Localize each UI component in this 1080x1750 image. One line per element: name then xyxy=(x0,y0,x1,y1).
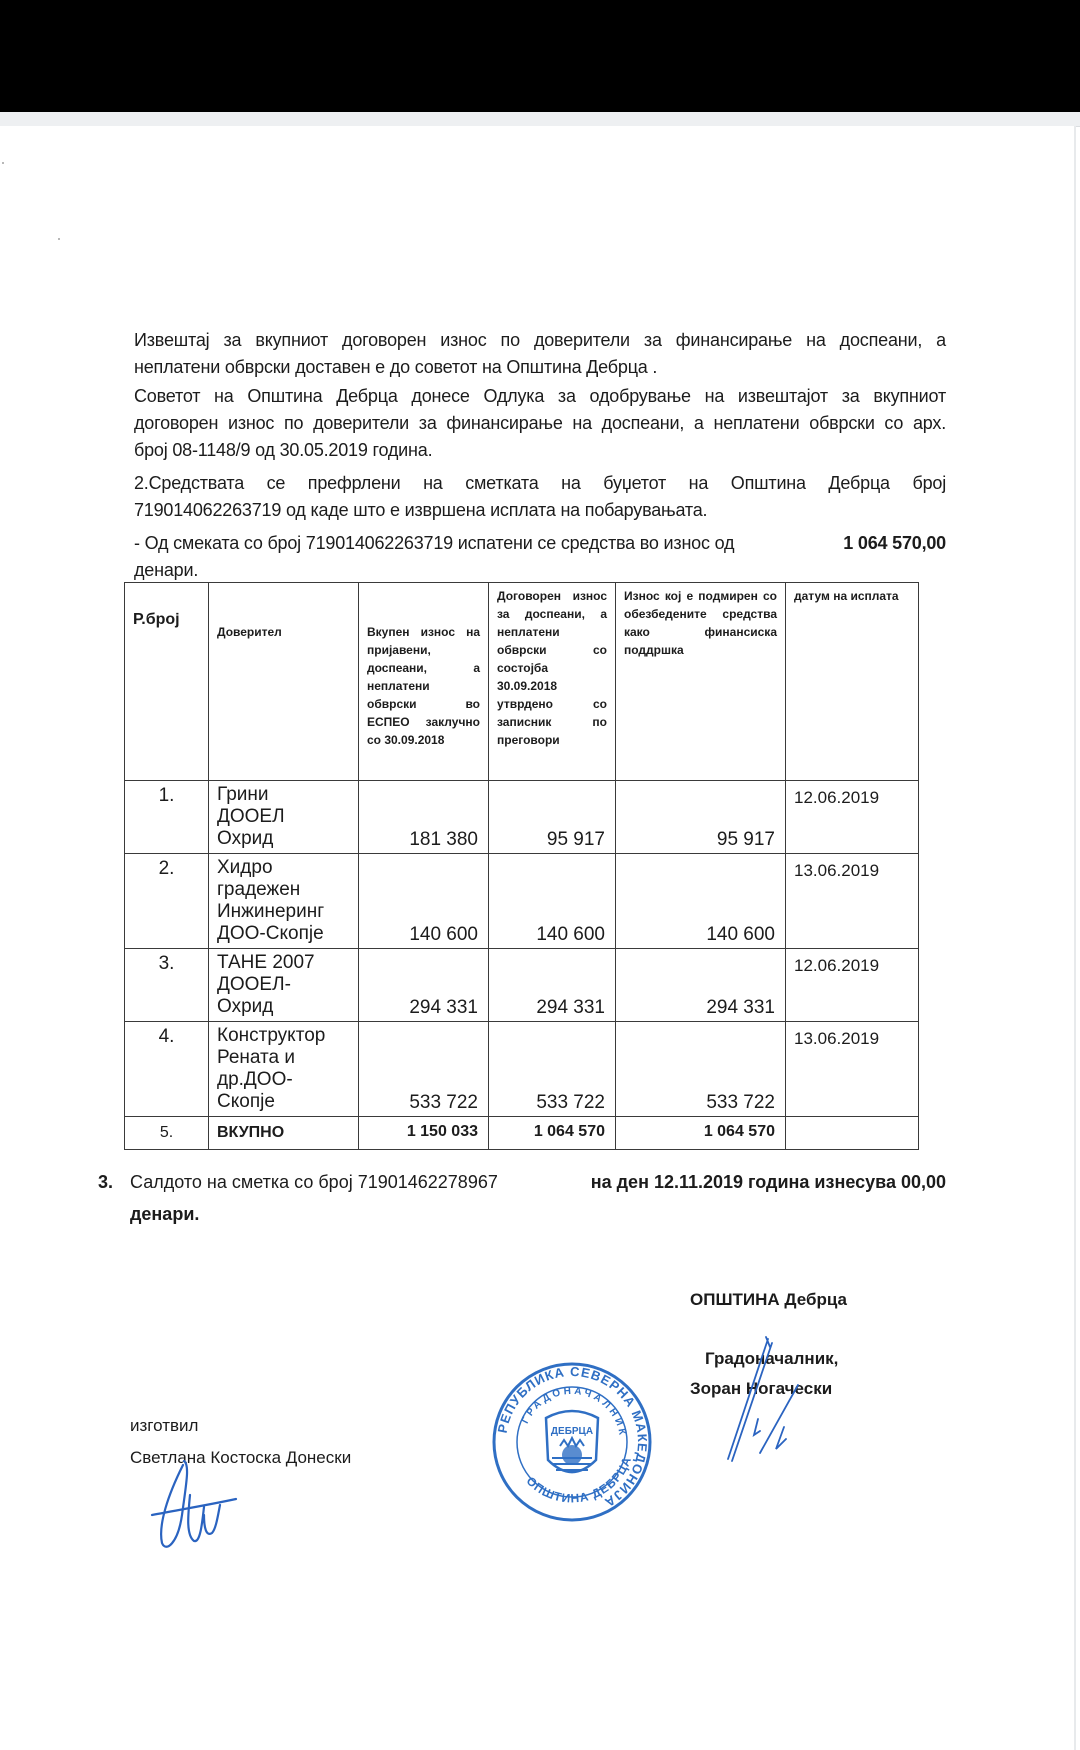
municipal-stamp-icon xyxy=(490,1360,654,1524)
prepared-label: изготвил xyxy=(130,1416,199,1435)
row-settled: 533 722 xyxy=(616,1022,786,1117)
point-3-number: 3. xyxy=(98,1172,114,1192)
stamp-bottom-text: ОПШТИНА ДЕБРЦА xyxy=(523,1454,635,1506)
row-agreed: 294 331 xyxy=(489,949,616,1022)
payment-prefix: - Од смеката со број 719014062263719 испатени се средства во износ од xyxy=(134,533,735,553)
row-settled: 140 600 xyxy=(616,854,786,949)
row-creditor: Грини ДООЕЛ Охрид xyxy=(209,781,359,854)
stamp-outer-text: РЕПУБЛИКА СЕВЕРНА МАКЕДОНИЈА xyxy=(494,1363,651,1511)
intro-paragraph xyxy=(134,327,946,381)
payment-suffix: денари. xyxy=(134,560,199,580)
scan-speck xyxy=(2,162,4,164)
intro-line: неплатени обврски доставен е до советот на Општина Дебрца . xyxy=(134,357,658,377)
mayor-name: Зоран Ногачески xyxy=(690,1379,833,1398)
table-total-row xyxy=(125,1117,919,1150)
municipality-name: ОПШТИНА Дебрца xyxy=(690,1290,847,1309)
row-total-reported: 533 722 xyxy=(359,1022,489,1117)
row-date: 12.06.2019 xyxy=(786,781,919,854)
scan-speck xyxy=(58,238,60,240)
row-no: 1. xyxy=(125,781,209,854)
point-3-line2: денари. xyxy=(130,1204,200,1224)
row-settled: 95 917 xyxy=(616,781,786,854)
total-settled: 1 064 570 xyxy=(616,1117,786,1150)
intro-line: Извештај за вкупниот договорен износ по доверители за финансирање на доспеани, а xyxy=(134,330,946,350)
table-row xyxy=(125,1022,919,1117)
table-header-row xyxy=(125,583,919,781)
header-creditor: Доверител xyxy=(209,583,359,781)
top-black-bar xyxy=(0,0,1080,112)
row-agreed: 95 917 xyxy=(489,781,616,854)
row-no: 3. xyxy=(125,949,209,1022)
signature-mayor-icon xyxy=(720,1335,810,1465)
row-no: 4. xyxy=(125,1022,209,1117)
point-3-bold-text: на ден 12.11.2019 година изнесува 00,00 xyxy=(590,1172,946,1192)
decision-line: Советот на Општина Дебрца донесе Одлука за одобрување на извештајот за вкупниот xyxy=(134,386,946,406)
stamp-inner-text: ГРАДОНАЧАЛНИК xyxy=(520,1385,628,1439)
point-2-line: 2.Средствата се префрлени на сметката на буџетот на Општина Дебрца број xyxy=(134,473,946,493)
header-no: Р.број xyxy=(125,583,209,781)
header-date: датум на исплата xyxy=(786,583,919,781)
payment-amount: 1 064 570,00 xyxy=(843,533,946,553)
table-row xyxy=(125,781,919,854)
total-date xyxy=(786,1117,919,1150)
total-no: 5. xyxy=(125,1117,209,1150)
row-creditor: Хидро градежен Инжинеринг ДОО-Скопје xyxy=(209,854,359,949)
total-reported: 1 150 033 xyxy=(359,1117,489,1150)
point-3-paragraph xyxy=(98,1166,946,1230)
row-total-reported: 140 600 xyxy=(359,854,489,949)
row-creditor: Конструктор Рената и др.ДОО- Скопје xyxy=(209,1022,359,1117)
payment-line xyxy=(134,530,946,557)
decision-line: број 08-1148/9 од 30.05.2019 година. xyxy=(134,440,433,460)
table-row xyxy=(125,949,919,1022)
row-total-reported: 181 380 xyxy=(359,781,489,854)
row-agreed: 533 722 xyxy=(489,1022,616,1117)
viewer-toolbar-strip xyxy=(0,112,1080,127)
point-3-text: Салдото на сметка со број 71901462278967 xyxy=(130,1172,498,1192)
header-agreed: Договорен износ за доспеани, а неплатени обврски со состојба 30.09.2018 утврдено со записник по преговори xyxy=(489,583,616,781)
total-label: ВКУПНО xyxy=(209,1117,359,1150)
decision-paragraph xyxy=(134,383,946,464)
prepared-name: Светлана Костоска Донески xyxy=(130,1448,352,1467)
row-agreed: 140 600 xyxy=(489,854,616,949)
row-total-reported: 294 331 xyxy=(359,949,489,1022)
row-creditor: ТАНЕ 2007 ДООЕЛ- Охрид xyxy=(209,949,359,1022)
row-date: 13.06.2019 xyxy=(786,854,919,949)
table-row xyxy=(125,854,919,949)
header-settled: Износ кој е подмирен со обезбедените средства како финансиска поддршка xyxy=(616,583,786,781)
signature-prepared-icon xyxy=(148,1455,238,1555)
creditors-table xyxy=(124,582,919,1150)
stamp-shield-text: ДЕБРЦА xyxy=(550,1426,594,1437)
payment-paragraph xyxy=(134,530,946,584)
row-settled: 294 331 xyxy=(616,949,786,1022)
row-no: 2. xyxy=(125,854,209,949)
header-total-reported: Вкупен износ на пријавени, доспеани, а неплатени обврски во ЕСПЕО заклучно со 30.09.2018 xyxy=(359,583,489,781)
decision-line: договорен износ по доверители за финансирање на доспеани, а неплатени обврски со арх. xyxy=(134,413,946,433)
point-2-line: 719014062263719 од каде што е извршена исплата на побарувањата. xyxy=(134,500,708,520)
mayor-title: Градоначалник, xyxy=(705,1349,839,1368)
row-date: 13.06.2019 xyxy=(786,1022,919,1117)
row-date: 12.06.2019 xyxy=(786,949,919,1022)
point-2-paragraph xyxy=(134,470,946,524)
total-agreed: 1 064 570 xyxy=(489,1117,616,1150)
